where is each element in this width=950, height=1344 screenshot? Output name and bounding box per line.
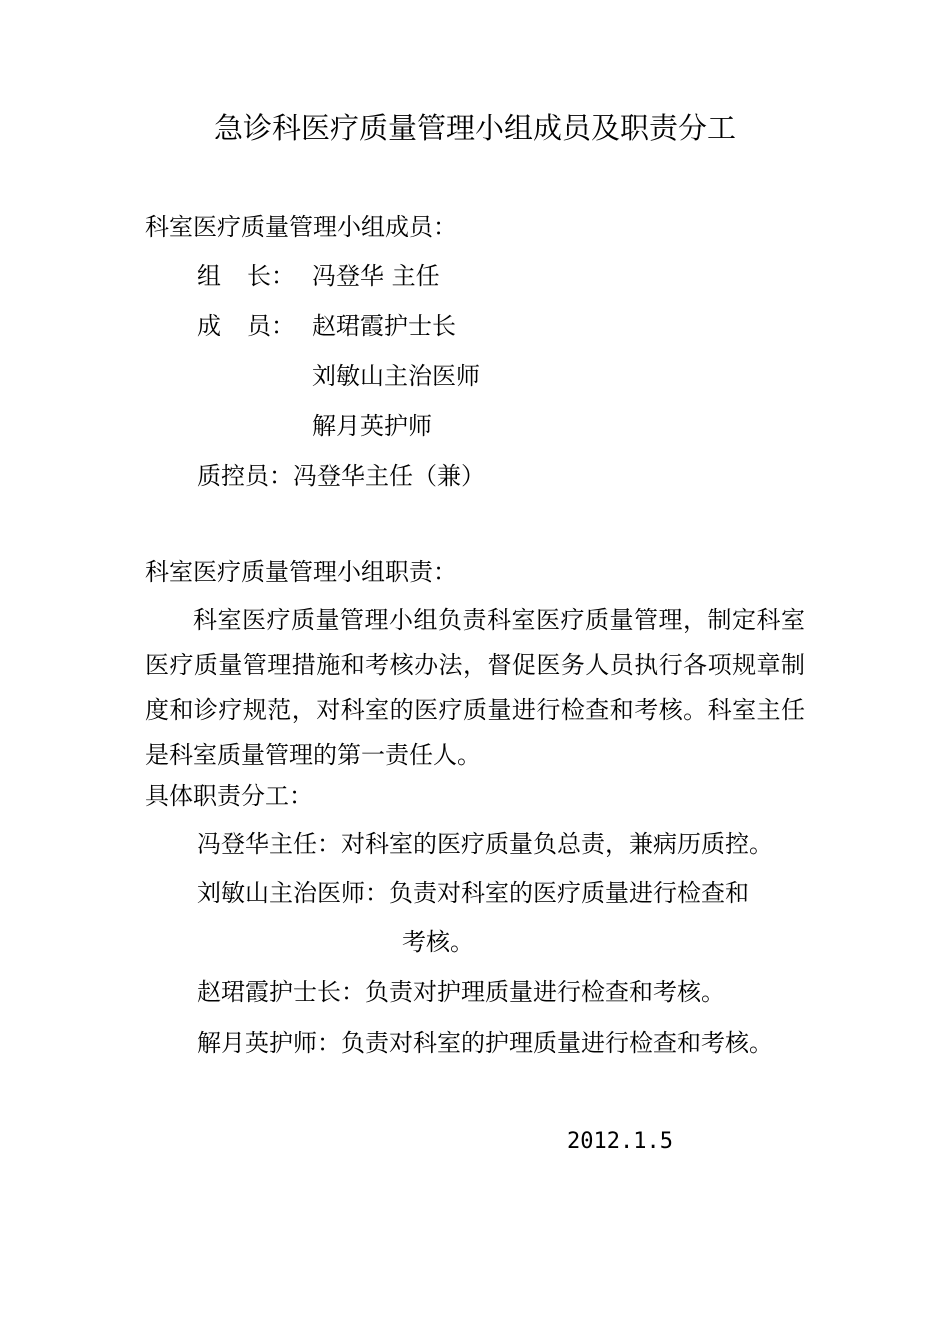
division-item: 刘敏山主治医师：负责对科室的医疗质量进行检查和 <box>197 879 749 907</box>
duties-heading: 科室医疗质量管理小组职责： <box>145 558 457 586</box>
member-item: 赵珺霞护士长 <box>312 312 456 340</box>
member-label-part-1: 成 <box>197 312 221 340</box>
member-item: 解月英护师 <box>312 412 432 440</box>
member-item: 刘敏山主治医师 <box>312 362 480 390</box>
division-item-continuation: 考核。 <box>402 928 474 956</box>
leader-label-part-1: 组 <box>197 262 221 290</box>
division-item: 解月英护师：负责对科室的护理质量进行检查和考核。 <box>197 1029 773 1057</box>
division-item: 赵珺霞护士长：负责对护理质量进行检查和考核。 <box>197 978 725 1006</box>
document-date: 2012.1.5 <box>567 1129 673 1154</box>
leader-label-part-2: 长： <box>247 262 295 290</box>
members-heading: 科室医疗质量管理小组成员： <box>145 213 457 241</box>
document-title: 急诊科医疗质量管理小组成员及职责分工 <box>213 111 736 145</box>
leader-value: 冯登华 主任 <box>312 262 440 290</box>
division-item: 冯登华主任：对科室的医疗质量负总责，兼病历质控。 <box>197 830 773 858</box>
division-heading: 具体职责分工： <box>145 782 313 810</box>
quality-controller: 质控员：冯登华主任（兼） <box>197 462 485 490</box>
duties-paragraph: 科室医疗质量管理小组负责科室医疗质量管理，制定科室医疗质量管理措施和考核办法，督促医务人员执行各项规章制度和诊疗规范，对科室的医疗质量进行检查和考核。科室主任是科室质量管理的第一责任人。 <box>145 606 805 769</box>
member-label-part-2: 员： <box>247 312 295 340</box>
